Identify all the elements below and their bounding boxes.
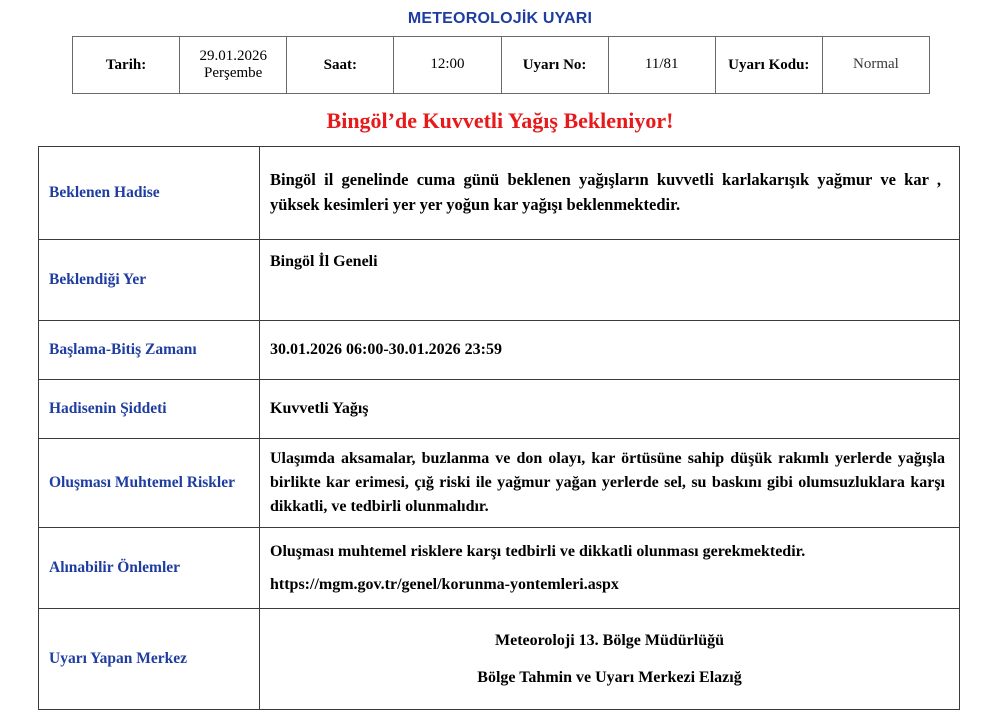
header-value-uyari-kodu: Normal [822,37,929,94]
table-row [39,528,960,609]
header-value-tarih [180,37,287,94]
table-row [39,439,960,528]
details-table [38,146,960,710]
header-value-saat: 12:00 [394,37,501,94]
row-value-uyari-yapan-merkez [260,609,960,710]
header-value-tarih-day: Perşembe [204,65,263,81]
table-row [39,321,960,380]
issuing-office-line2: Bölge Tahmin ve Uyarı Merkezi Elazığ [477,669,742,686]
header-info-table [72,36,930,94]
table-row [39,380,960,439]
row-label-uyari-yapan-merkez: Uyarı Yapan Merkez [39,609,260,710]
header-value-uyari-no: 11/81 [608,37,715,94]
warning-headline: Bingöl’de Kuvvetli Yağış Bekleniyor! [326,108,674,133]
table-row [39,240,960,321]
header-value-tarih-date: 29.01.2026 [199,47,267,64]
row-label-baslama-bitis-zamani: Başlama-Bitiş Zamanı [39,321,260,380]
precautions-link[interactable]: https://mgm.gov.tr/genel/korunma-yontemleri.aspx [270,576,619,593]
table-row [39,147,960,240]
page-title: METEOROLOJİK UYARI [407,10,593,27]
row-value-beklenen-hadise: Bingöl il genelinde cuma günü beklenen yağışların kuvvetli karlakarışık yağmur ve kar , yüksek kesimleri yer yer yoğun kar yağışı beklenmektedir. [260,147,960,240]
row-label-beklendigi-yer: Beklendiği Yer [39,240,260,321]
row-value-alinabilir-onlemler [260,528,960,609]
row-value-olusmasi-muhtemel-riskler: Ulaşımda aksamalar, buzlanma ve don olayı, kar örtüsüne sahip düşük rakımlı yerlerde yağışla birlikte kar erimesi, çığ riski ile yağmur yağan yerlerde sel, su baskını gibi olumsuzluklara karşı dikkatli, ve tedbirli olunmalıdır. [260,439,960,528]
issuing-office-line1: Meteoroloji 13. Bölge Müdürlüğü [494,631,725,649]
precautions-text: Oluşması muhtemel risklere karşı tedbirli ve dikkatli olunması gerekmektedir. [270,542,806,560]
row-value-hadisenin-siddeti: Kuvvetli Yağış [260,380,960,439]
row-value-baslama-bitis-zamani: 30.01.2026 06:00-30.01.2026 23:59 [260,321,960,380]
row-label-beklenen-hadise: Beklenen Hadise [39,147,260,240]
table-row [73,37,930,94]
row-label-alinabilir-onlemler: Alınabilir Önlemler [39,528,260,609]
header-info-table-wrapper [0,36,1000,94]
header-label-saat: Saat: [287,37,394,94]
header-label-uyari-kodu: Uyarı Kodu: [715,37,822,94]
table-row [39,609,960,710]
row-value-beklendigi-yer: Bingöl İl Geneli [260,240,960,321]
row-label-hadisenin-siddeti: Hadisenin Şiddeti [39,380,260,439]
row-label-olusmasi-muhtemel-riskler: Oluşması Muhtemel Riskler [39,439,260,528]
details-table-wrapper [0,146,1000,710]
header-label-tarih: Tarih: [73,37,180,94]
header-label-uyari-no: Uyarı No: [501,37,608,94]
